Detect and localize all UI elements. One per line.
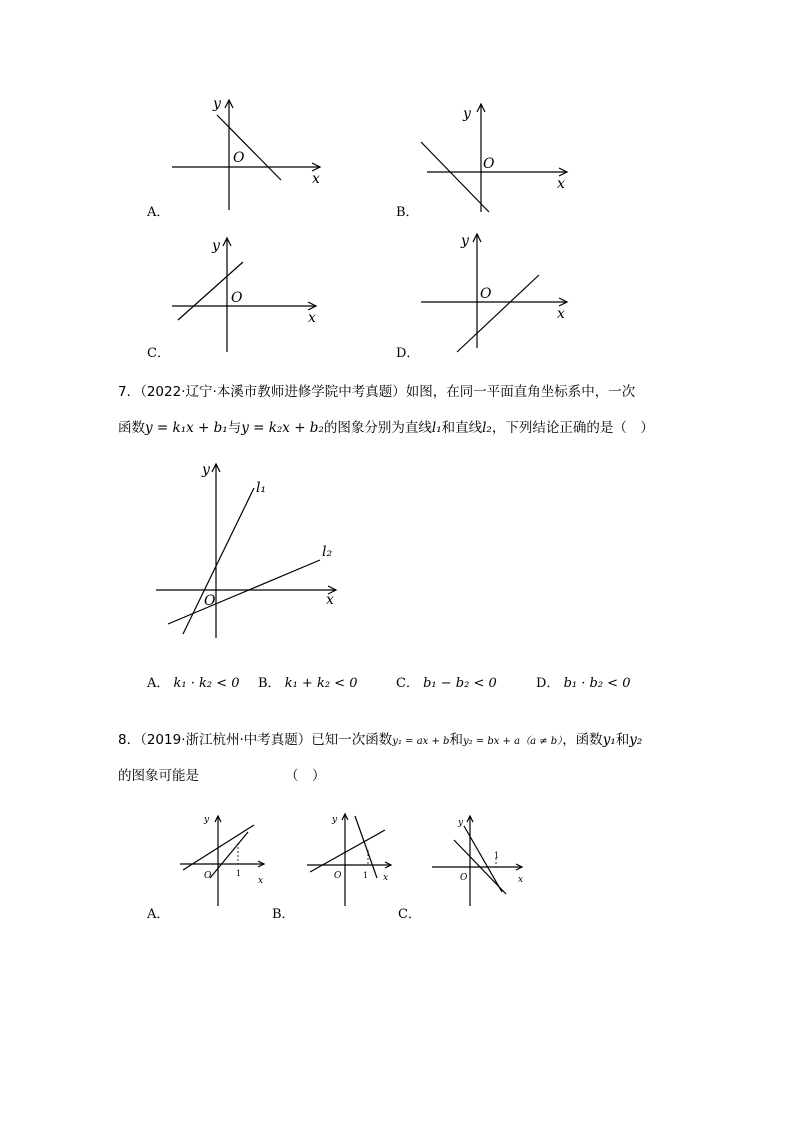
q8-y2: y₂ (629, 732, 643, 748)
x-axis-label: x (308, 310, 316, 326)
l1-label: l₁ (256, 480, 267, 496)
q8-y1: y₁ (602, 732, 616, 748)
x-axis-label: x (383, 873, 389, 883)
origin-label: O (231, 290, 243, 306)
q6-graph-a (160, 90, 340, 220)
q8-graph-c (430, 810, 530, 910)
q7-l2: l₂ (482, 420, 492, 436)
q8-condition: （a ≠ b） (520, 736, 563, 747)
choice-expr: k₁ + k₂ < 0 (284, 676, 358, 691)
line-l1 (183, 488, 254, 634)
q7-text2a: 函数 (118, 420, 145, 436)
q7-source: （2022·辽宁·本溪市教师进修学院中考真题） (140, 384, 406, 400)
choice-letter: D． (536, 676, 560, 691)
q8-option-b-label[interactable]: B． (272, 907, 295, 922)
q7-text2d: 和直线 (441, 420, 483, 436)
q7-text2c: 的图象分别为直线 (323, 420, 432, 436)
q6-graph-b (415, 100, 585, 220)
q7-eq1: y = k₁x + b₁ (145, 420, 228, 436)
tick-one-label: 1 (363, 871, 369, 880)
q6-option-a-label[interactable]: A． (147, 205, 170, 220)
origin-label: O (334, 871, 342, 881)
y-axis-label: y (458, 818, 464, 828)
q6-option-c-label[interactable]: C． (147, 346, 170, 361)
choice-expr: b₁ − b₂ < 0 (423, 676, 497, 691)
choice-letter: A． (147, 676, 170, 691)
y-axis-label: y (204, 815, 210, 825)
x-axis-label: x (258, 876, 264, 886)
origin-label: O (204, 593, 216, 609)
q8-source: （2019·浙江杭州·中考真题） (140, 732, 312, 748)
q6-option-d-label[interactable]: D． (396, 346, 420, 361)
y-axis-label: y (463, 106, 471, 122)
q8-text1: 已知一次函数 (311, 732, 393, 748)
choice-expr: b₁ · b₂ < 0 (563, 676, 631, 691)
q8-eq1: y₁ = ax + b (392, 736, 450, 747)
q7-l1: l₁ (431, 420, 442, 436)
q8-option-c-label[interactable]: C． (398, 907, 421, 922)
q7-choice-a[interactable] (147, 672, 240, 691)
q8-text1b: 和 (449, 732, 463, 748)
q7-text2b: 与 (227, 420, 242, 436)
q7-text1: 如图，在同一平面直角坐标系中，一次 (405, 384, 636, 400)
q7-stem-line1 (118, 380, 635, 400)
q8-stem-line1 (118, 728, 642, 748)
origin-label: O (204, 871, 212, 881)
q7-figure (150, 458, 350, 638)
choice-letter: C． (396, 676, 419, 691)
y-axis-label: y (202, 462, 210, 478)
x-axis-label: x (518, 875, 524, 885)
tick-one-label: 1 (494, 851, 500, 860)
q8-option-a-label[interactable]: A． (147, 907, 170, 922)
q7-stem-line2 (118, 416, 654, 436)
y-axis-label: y (212, 238, 220, 254)
q7-text2e: ，下列结论正确的是（ ） (491, 420, 654, 436)
q7-eq2: y = k₂x + b₂ (241, 420, 324, 436)
q8-stem-line2 (118, 764, 326, 784)
q8-answer-paren: （ ） (285, 768, 326, 784)
q8-eq2: y₂ = bx + a (462, 736, 521, 747)
q6-option-b-label[interactable]: B． (396, 205, 419, 220)
q8-graph-b (305, 810, 400, 910)
origin-label: O (460, 873, 468, 883)
q6-graph-d (415, 228, 585, 356)
q8-text1c: ，函数 (562, 732, 603, 748)
q8-text2: 的图象可能是 (118, 768, 199, 784)
q8-number: 8． (118, 732, 141, 748)
q7-choice-c[interactable] (396, 672, 497, 691)
y-axis-label: y (332, 815, 338, 825)
origin-label: O (483, 156, 495, 172)
x-axis-label: x (557, 176, 565, 192)
y-axis-label: y (213, 96, 221, 112)
x-axis-label: x (557, 306, 565, 322)
q8-graph-a (178, 810, 273, 910)
l2-label: l₂ (322, 544, 333, 560)
y-axis-label: y (461, 233, 469, 249)
tick-one-label: 1 (236, 869, 242, 878)
q6-graph-c (160, 230, 330, 355)
graph-line (217, 115, 281, 180)
q7-choice-b[interactable] (258, 672, 357, 691)
graph-line (457, 275, 539, 352)
origin-label: O (480, 286, 492, 302)
x-axis-label: x (312, 171, 320, 187)
q7-choice-d[interactable] (536, 672, 630, 691)
line-l2 (168, 560, 320, 624)
choice-expr: k₁ · k₂ < 0 (173, 676, 240, 691)
x-axis-label: x (326, 592, 334, 608)
q7-number: 7． (118, 384, 141, 400)
choice-letter: B． (258, 676, 281, 691)
q8-text1d: 和 (615, 732, 630, 748)
graph-line (421, 142, 489, 212)
origin-label: O (233, 150, 245, 166)
